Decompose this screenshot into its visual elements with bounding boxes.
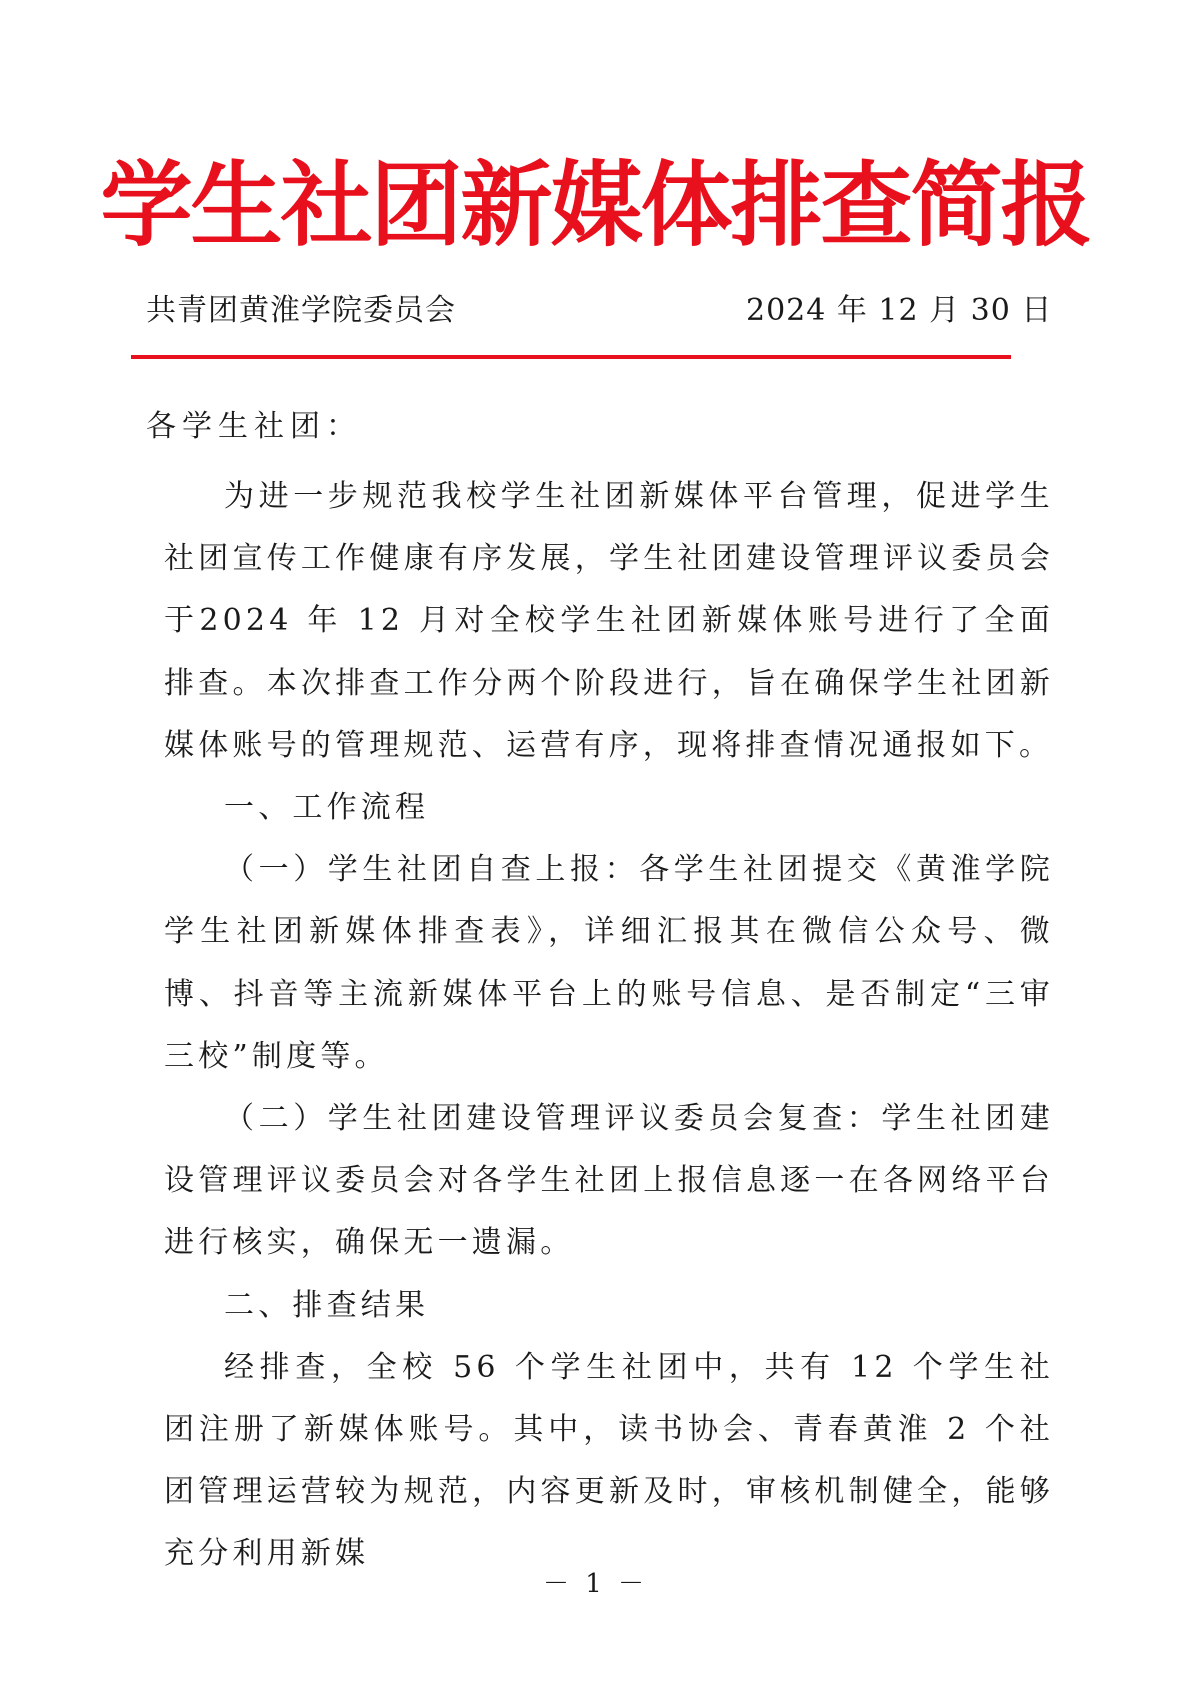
issue-date: 2024 年 12 月 30 日 [746,293,1053,328]
red-header-rule [131,355,1011,359]
workflow-step-2-paragraph: （二）学生社团建设管理评议委员会复查：学生社团建设管理评议委员会对各学生社团上报信息逐一在各网络平台进行核实，确保无一遗漏。 [164,1101,1054,1261]
results-paragraph: 经排查，全校 56 个学生社团中，共有 12 个学生社团注册了新媒体账号。其中，读书协会、青春黄淮 2 个社团管理运营较为规范，内容更新及时，审核机制健全，能够充分利用新媒 [164,1349,1054,1572]
page-number: － 1 － [542,1569,649,1599]
document-body [164,466,1054,1586]
workflow-step-1-paragraph: （一）学生社团自查上报：各学生社团提交《黄淮学院学生社团新媒体排查表》，详细汇报其在微信公众号、微博、抖音等主流新媒体平台上的账号信息、是否制定“三审三校”制度等。 [164,852,1054,1074]
document-title: 学生社团新媒体排查简报 [100,151,1091,259]
section-heading-results: 二、排查结果 [224,1287,430,1323]
section-heading-workflow: 一、工作流程 [224,790,430,826]
salutation: 各学生社团： [146,409,362,444]
intro-paragraph: 为进一步规范我校学生社团新媒体平台管理，促进学生社团宣传工作健康有序发展，学生社团建设管理评议委员会于2024 年 12 月对全校学生社团新媒体账号进行了全面排查。本次排查工作分两个阶段进行，旨在确保学生社团新媒体账号的管理规范、运营有序，现将排查情况通报如下。 [164,479,1054,763]
issuer-name: 共青团黄淮学院委员会 [146,293,456,328]
